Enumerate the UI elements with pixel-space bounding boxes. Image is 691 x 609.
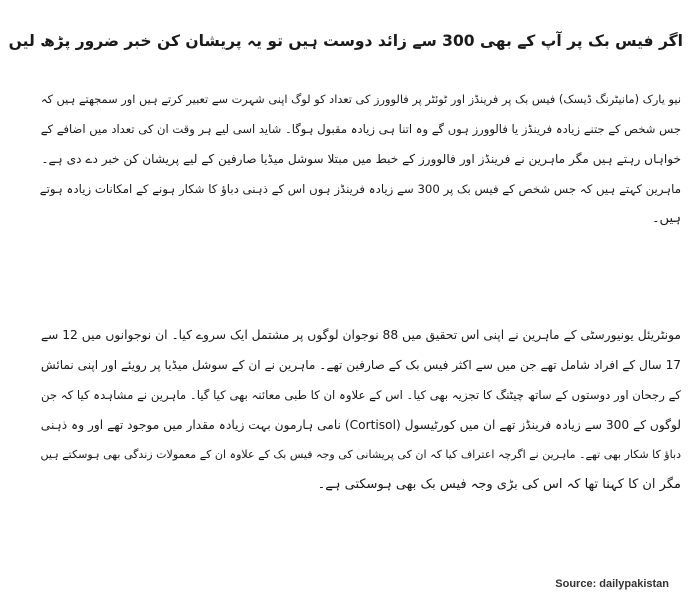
headline: اگر فیس بک پر آپ کے بھی 300 سے زائد دوست ہیں تو یہ پریشان کن خبر ضرور پڑھ لیں (8, 32, 683, 50)
paragraph-line: جس شخص کے جتنے زیادہ فرینڈز یا فالوورز ہوں گے وہ اتنا ہی زیادہ مقبول ہوگا۔ شاید اسی لیے ہر وقت ان کی تعداد میں اضافے کے (40, 122, 681, 136)
paragraph-line: دباؤ کا شکار بھی تھے۔ ماہرین نے اگرچہ اعتراف کیا کہ ان کی پریشانی کی وجہ فیس بک کے علاوہ ان کے معمولات زندگی بھی ہوسکتے ہیں (40, 448, 681, 461)
paragraph-2 (40, 320, 681, 500)
paragraph-line: کے رجحان اور دوستوں کے ساتھ چیٹنگ کا تجزیہ بھی کیا۔ اس کے علاوہ ان کا طبی معائنہ بھی کیا گیا۔ ماہرین نے مشاہدہ کیا کہ جن (40, 388, 681, 402)
paragraph-1 (40, 84, 681, 234)
paragraph-line: ہیں۔ (651, 211, 681, 226)
paragraph-line: نیو یارک (مانیٹرنگ ڈیسک) فیس بک پر فرینڈز اور ٹوئٹر پر فالوورز کی تعداد کو لوگ اپنی شہرت سے تعبیر کرتے ہیں اور سمجھتے ہیں کہ (40, 92, 681, 106)
paragraph-line: مونٹریئل یونیورسٹی کے ماہرین نے اپنی اس تحقیق میں 88 نوجوان لوگوں پر مشتمل ایک سروے کیا۔ ان نوجوانوں میں 12 سے (40, 328, 681, 342)
paragraph-line: مگر ان کا کہنا تھا کہ اس کی بڑی وجہ فیس بک بھی ہوسکتی ہے۔ (317, 477, 681, 492)
paragraph-line: لوگوں کے 300 سے زیادہ فرینڈز تھے ان میں کورٹیسول (Cortisol) نامی ہارمون بہت زیادہ مقدار میں موجود تھے اور وہ ذہنی (40, 418, 681, 432)
paragraph-line: 17 سال کے افراد شامل تھے جن میں سے اکثر فیس بک کے صارفین تھے۔ ماہرین نے ان کے سوشل میڈیا پر رویئے اور اپنی نمائش (40, 358, 681, 372)
paragraph-line: خواہاں رہتے ہیں مگر ماہرین نے فرینڈز اور فالوورز کے خبط میں مبتلا سوشل میڈیا صارفین کے لیے پریشان کن خبر دے دی ہے۔ (41, 152, 681, 166)
paragraph-line: ماہرین کہتے ہیں کہ جس شخص کے فیس بک پر 300 سے زیادہ فرینڈز ہوں اس کے ذہنی دباؤ کا شکار ہونے کے امکانات زیادہ ہوتے (39, 182, 681, 196)
source-credit: Source: dailypakistan (555, 578, 669, 590)
